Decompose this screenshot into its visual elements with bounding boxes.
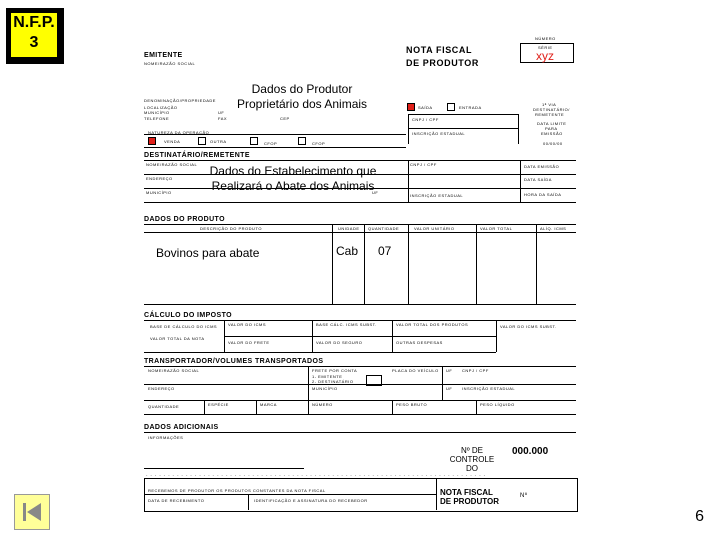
saida-checkbox[interactable]	[407, 103, 415, 111]
outra-checkbox[interactable]	[198, 137, 206, 145]
controle-2: CONTROLE	[449, 455, 495, 464]
hline	[408, 114, 518, 115]
dest-label-1: ENDEREÇO	[146, 176, 173, 181]
imposto-8: VALOR DO ICMS SUBST.	[500, 324, 557, 329]
produtor-insc: INSCRIÇÃO ESTADUAL	[412, 131, 466, 136]
produto-quantity: 07	[378, 244, 392, 258]
invoice-form	[140, 30, 578, 510]
canhoto-box	[144, 478, 578, 512]
dest-cnpj: CNPJ / CPF	[410, 162, 437, 167]
hline	[224, 336, 496, 337]
transp-12: ESPÉCIE	[208, 402, 229, 407]
vline	[476, 400, 477, 414]
hline	[144, 494, 436, 495]
vline	[408, 114, 409, 144]
adicionais-title: DADOS ADICIONAIS	[144, 424, 219, 431]
transp-10: INSCRIÇÃO ESTADUAL	[462, 386, 516, 391]
imposto-title: CÁLCULO DO IMPOSTO	[144, 312, 232, 319]
hline	[408, 128, 518, 129]
controle-label	[444, 446, 500, 473]
produto-col-5: ALÍQ. ICMS	[540, 226, 567, 231]
hline	[144, 468, 304, 469]
right-col-4: PARA	[545, 126, 558, 131]
dest-overlay-2: Realizará o Abate dos Animais	[211, 179, 375, 193]
dest-right-2: HORA DA SAÍDA	[524, 192, 562, 197]
transp-15: PESO BRUTO	[396, 402, 428, 407]
vline	[256, 400, 257, 414]
natureza-label: NATUREZA DA OPERAÇÃO	[148, 130, 210, 135]
transp-7: ENDEREÇO	[148, 386, 175, 391]
produto-col-0: DESCRIÇÃO DO PRODUTO	[200, 226, 262, 231]
canhoto-nf	[440, 488, 499, 506]
dest-uf: UF	[372, 190, 379, 195]
cfop-checkbox-1[interactable]	[250, 137, 258, 145]
dest-overlay-1: Dados do Estabelecimento que	[209, 164, 377, 178]
produtor-label-1: LOCALIZAÇÃO	[144, 105, 178, 110]
emitente-name-label: NOME/RAZÃO SOCIAL	[144, 61, 196, 66]
canhoto-ident: IDENTIFICAÇÃO E ASSINATURA DO RECEBEDOR	[254, 498, 368, 503]
hline	[144, 320, 576, 321]
transp-5: UF	[446, 368, 453, 373]
produtor-overlay	[228, 82, 376, 112]
vline	[308, 366, 309, 414]
right-col-5: EMISSÃO	[541, 131, 563, 136]
transp-14: NÚMERO	[312, 402, 333, 407]
dash-row: - - - - - - - - - - - - - - - - - - - - - - - - - - - - - - - - - - - - - - - - - - - - - - - - - - - - - - - - - - - - - - - - - - - - - - - - - - - - -	[146, 472, 487, 477]
transp-1: FRETE POR CONTA	[312, 368, 358, 373]
vline	[332, 224, 333, 304]
transp-16: PESO LÍQUIDO	[480, 402, 515, 407]
transp-3: 2- DESTINATÁRIO	[312, 379, 354, 384]
hline	[144, 232, 576, 233]
saida-label: SAÍDA	[418, 105, 433, 110]
imposto-1: VALOR DO ICMS	[228, 322, 266, 327]
destinatario-title: DESTINATÁRIO/REMETENTE	[144, 152, 250, 159]
badge-inner	[10, 12, 58, 58]
vline	[476, 224, 477, 304]
op-cfop-1: CFOP	[264, 141, 278, 146]
adicionais-info: INFORMAÇÕES	[148, 435, 184, 440]
page-number: 6	[695, 508, 704, 525]
imposto-5: VALOR DO SEGURO	[316, 340, 363, 345]
produtor-label-3: TELEFONE	[144, 116, 170, 121]
transp-6: CNPJ / CPF	[462, 368, 489, 373]
produtor-cnpj: CNPJ / CPF	[412, 117, 439, 122]
canhoto-nf-2: DE PRODUTOR	[440, 497, 499, 506]
transportador-title: TRANSPORTADOR/VOLUMES TRANSPORTADOS	[144, 358, 324, 365]
vline	[408, 224, 409, 304]
hline	[144, 134, 406, 135]
back-button[interactable]	[14, 494, 50, 530]
vline	[312, 320, 313, 352]
entrada-checkbox[interactable]	[447, 103, 455, 111]
controle-1: Nº DE	[460, 446, 484, 455]
canhoto-nf-1: NOTA FISCAL	[440, 488, 493, 497]
hline	[144, 160, 576, 161]
transp-11: QUANTIDADE	[148, 404, 180, 409]
produto-col-1: UNIDADE	[338, 226, 360, 231]
right-col-3: DATA LIMITE	[537, 121, 567, 126]
produto-description: Bovinos para abate	[156, 246, 260, 260]
badge-line-1: N.F.P.	[13, 14, 55, 31]
produtor-label-2: MUNICÍPIO	[144, 110, 170, 115]
canhoto-recebemos: RECEBEMOS DE PRODUTOR OS PRODUTOS CONSTANTES DA NOTA FISCAL	[148, 488, 326, 493]
transp-2: 1- EMITENTE	[312, 374, 343, 379]
hline	[144, 400, 576, 401]
hline	[144, 202, 576, 203]
canhoto-numero: Nº	[520, 493, 528, 499]
vline	[520, 160, 521, 202]
hline	[144, 384, 576, 385]
produto-title: DADOS DO PRODUTO	[144, 216, 225, 223]
dest-label-0: NOME/RAZÃO SOCIAL	[146, 162, 198, 167]
dest-label-2: MUNICÍPIO	[146, 190, 172, 195]
dest-insc: INSCRIÇÃO ESTADUAL	[410, 193, 464, 198]
transp-9: UF	[446, 386, 453, 391]
vline	[436, 478, 437, 510]
vline	[392, 400, 393, 414]
back-icon	[21, 501, 43, 523]
hline	[144, 352, 496, 353]
produtor-overlay-2: Proprietário dos Animais	[236, 97, 368, 111]
op-venda: VENDA	[164, 139, 181, 144]
transp-8: MUNICÍPIO	[312, 386, 338, 391]
vline	[364, 224, 365, 304]
controle-number: 000.000	[512, 446, 549, 457]
produto-col-3: VALOR UNITÁRIO	[414, 226, 455, 231]
imposto-7: VALOR TOTAL DA NOTA	[150, 336, 205, 341]
dest-overlay	[188, 164, 398, 194]
right-col-1: DESTINATÁRIO/	[533, 107, 570, 112]
doc-title-2: DE PRODUTOR	[406, 58, 479, 68]
hline	[144, 432, 576, 433]
dest-right-0: DATA EMISSÃO	[524, 164, 560, 169]
produtor-uf: UF	[218, 110, 225, 115]
imposto-2: BASE CÁLC. ICMS SUBST.	[316, 322, 377, 327]
transp-0: NOME/RAZÃO SOCIAL	[148, 368, 200, 373]
canhoto-data: DATA DE RECEBIMENTO	[148, 498, 205, 503]
transp-13: MARCA	[260, 402, 277, 407]
op-outra: OUTRA	[210, 139, 227, 144]
corner-label: NÚMERO	[535, 36, 556, 41]
produtor-overlay-1: Dados do Produtor	[251, 82, 353, 96]
right-col-6: 00/00/00	[543, 141, 563, 146]
op-cfop-2: CFOP	[312, 141, 326, 146]
imposto-3: VALOR TOTAL DOS PRODUTOS	[396, 322, 469, 327]
cfop-checkbox-2[interactable]	[298, 137, 306, 145]
hline	[144, 224, 576, 225]
entrada-label: ENTRADA	[459, 105, 482, 110]
transp-4: PLACA DO VEÍCULO	[392, 368, 439, 373]
right-col-0: 1ª VIA	[542, 102, 557, 107]
controle-3: DO	[466, 464, 478, 473]
produto-col-2: QUANTIDADE	[368, 226, 400, 231]
vline	[518, 114, 519, 144]
venda-checkbox[interactable]	[148, 137, 156, 145]
serie-label: SÉRIE	[538, 45, 553, 50]
vline	[224, 320, 225, 352]
right-col-2: REMETENTE	[535, 112, 565, 117]
vline	[496, 320, 497, 352]
imposto-6: OUTRAS DESPESAS	[396, 340, 443, 345]
xyz-text: xyz	[536, 49, 554, 63]
badge-line-2: 3	[29, 34, 39, 51]
imposto-0: BASE DE CÁLCULO DO ICMS	[150, 324, 218, 329]
section-badge	[6, 8, 64, 64]
vline	[248, 494, 249, 510]
vline	[204, 400, 205, 414]
hline	[144, 366, 576, 367]
hline	[144, 147, 406, 148]
vline	[442, 366, 443, 400]
vline	[392, 320, 393, 352]
emitente-title: EMITENTE	[144, 52, 183, 59]
hline	[144, 304, 576, 305]
vline	[408, 160, 409, 202]
vline	[536, 224, 537, 304]
produto-col-4: VALOR TOTAL	[480, 226, 513, 231]
doc-title-1: NOTA FISCAL	[406, 45, 473, 55]
produtor-cep: CEP	[280, 116, 290, 121]
imposto-4: VALOR DO FRETE	[228, 340, 270, 345]
produtor-label-0: DENOMINAÇÃO/PROPRIEDADE	[144, 98, 216, 103]
produto-unit: Cab	[336, 244, 359, 258]
dest-right-1: DATA SAÍDA	[524, 177, 552, 182]
hline	[144, 414, 576, 415]
produtor-fax: FAX	[218, 116, 228, 121]
